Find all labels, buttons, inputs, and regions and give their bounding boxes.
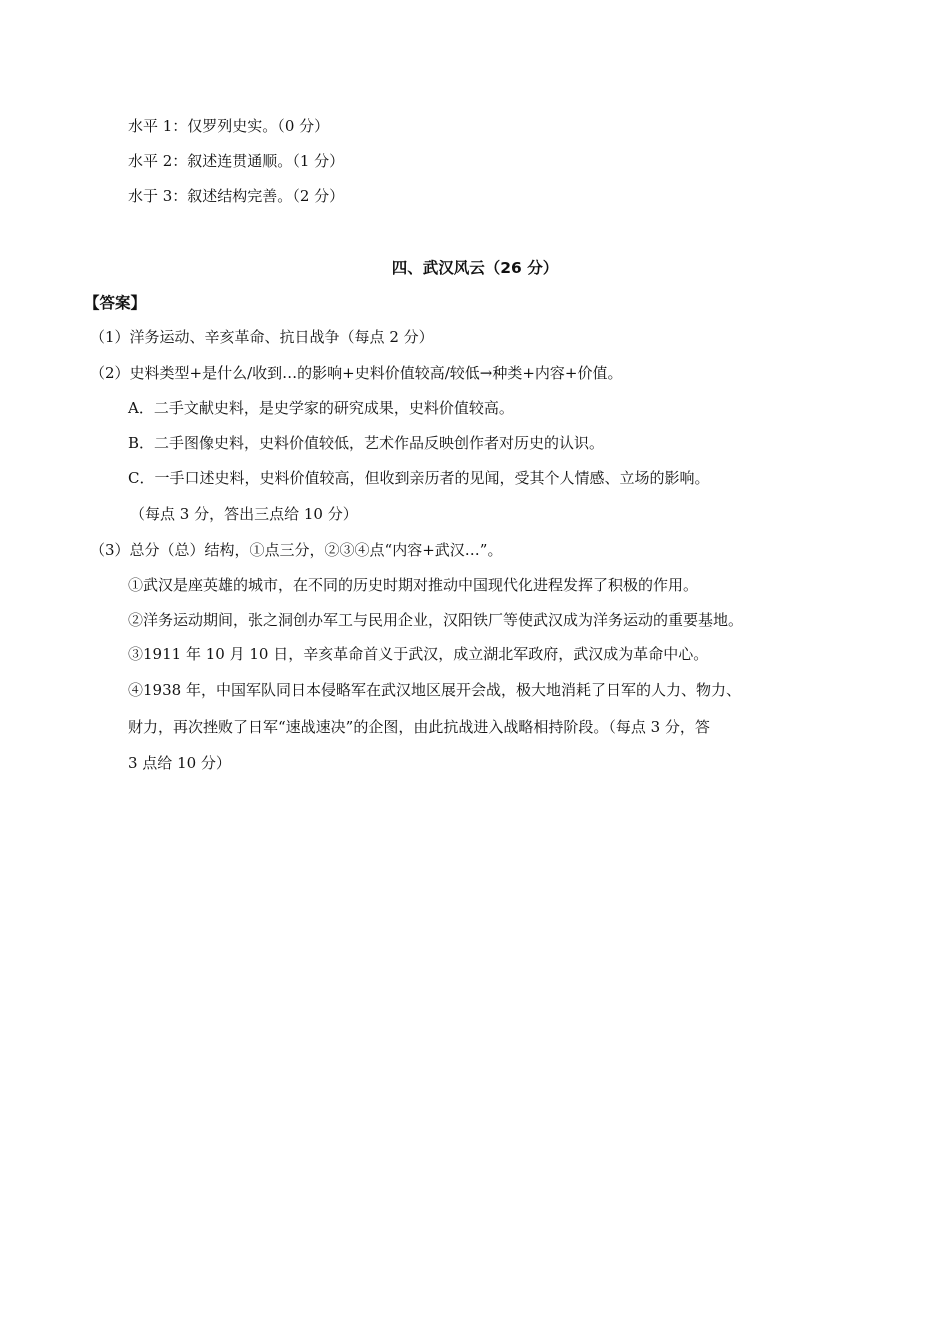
q3-point-4-line-1: ④1938 年，中国军队同日本侵略军在武汉地区展开会战，极大地消耗了日军的人力、物力、: [128, 681, 741, 699]
q3-intro: （3）总分（总）结构，①点三分，②③④点“内容+武汉…”。: [90, 541, 503, 559]
q2-scoring: （每点 3 分，答出三点给 10 分）: [130, 505, 358, 523]
q3-point-2: ②洋务运动期间，张之洞创办军工与民用企业，汉阳铁厂等使武汉成为洋务运动的重要基地。: [128, 611, 744, 629]
level-3-criteria: 水于 3：叙述结构完善。（2 分）: [128, 187, 345, 205]
q3-point-4-line-2: 财力，再次挫败了日军“速战速决”的企图，由此抗战进入战略相持阶段。（每点 3 分，答: [128, 718, 710, 736]
q3-point-4-line-3: 3 点给 10 分）: [128, 754, 231, 772]
level-2-criteria: 水平 2：叙述连贯通顺。（1 分）: [128, 152, 345, 170]
answer-label: 【答案】: [84, 294, 147, 312]
q3-point-1: ①武汉是座英雄的城市，在不同的历史时期对推动中国现代化进程发挥了积极的作用。: [128, 576, 699, 594]
q2-option-a: A．二手文献史料，是史学家的研究成果，史料价值较高。: [128, 399, 514, 417]
q1-answer: （1）洋务运动、辛亥革命、抗日战争（每点 2 分）: [90, 328, 434, 346]
q2-option-b: B．二手图像史料，史料价值较低，艺术作品反映创作者对历史的认识。: [128, 434, 605, 452]
q2-intro: （2）史料类型+是什么/收到…的影响+史料价值较高/较低→种类+内容+价值。: [90, 364, 623, 382]
q3-point-3: ③1911 年 10 月 10 日，辛亥革命首义于武汉，成立湖北军政府，武汉成为革命中心。: [128, 645, 709, 663]
level-1-criteria: 水平 1：仅罗列史实。（0 分）: [128, 117, 330, 135]
section-title: 四、武汉风云（26 分）: [391, 259, 559, 277]
q2-option-c: C．一手口述史料，史料价值较高，但收到亲历者的见闻，受其个人情感、立场的影响。: [128, 469, 710, 487]
